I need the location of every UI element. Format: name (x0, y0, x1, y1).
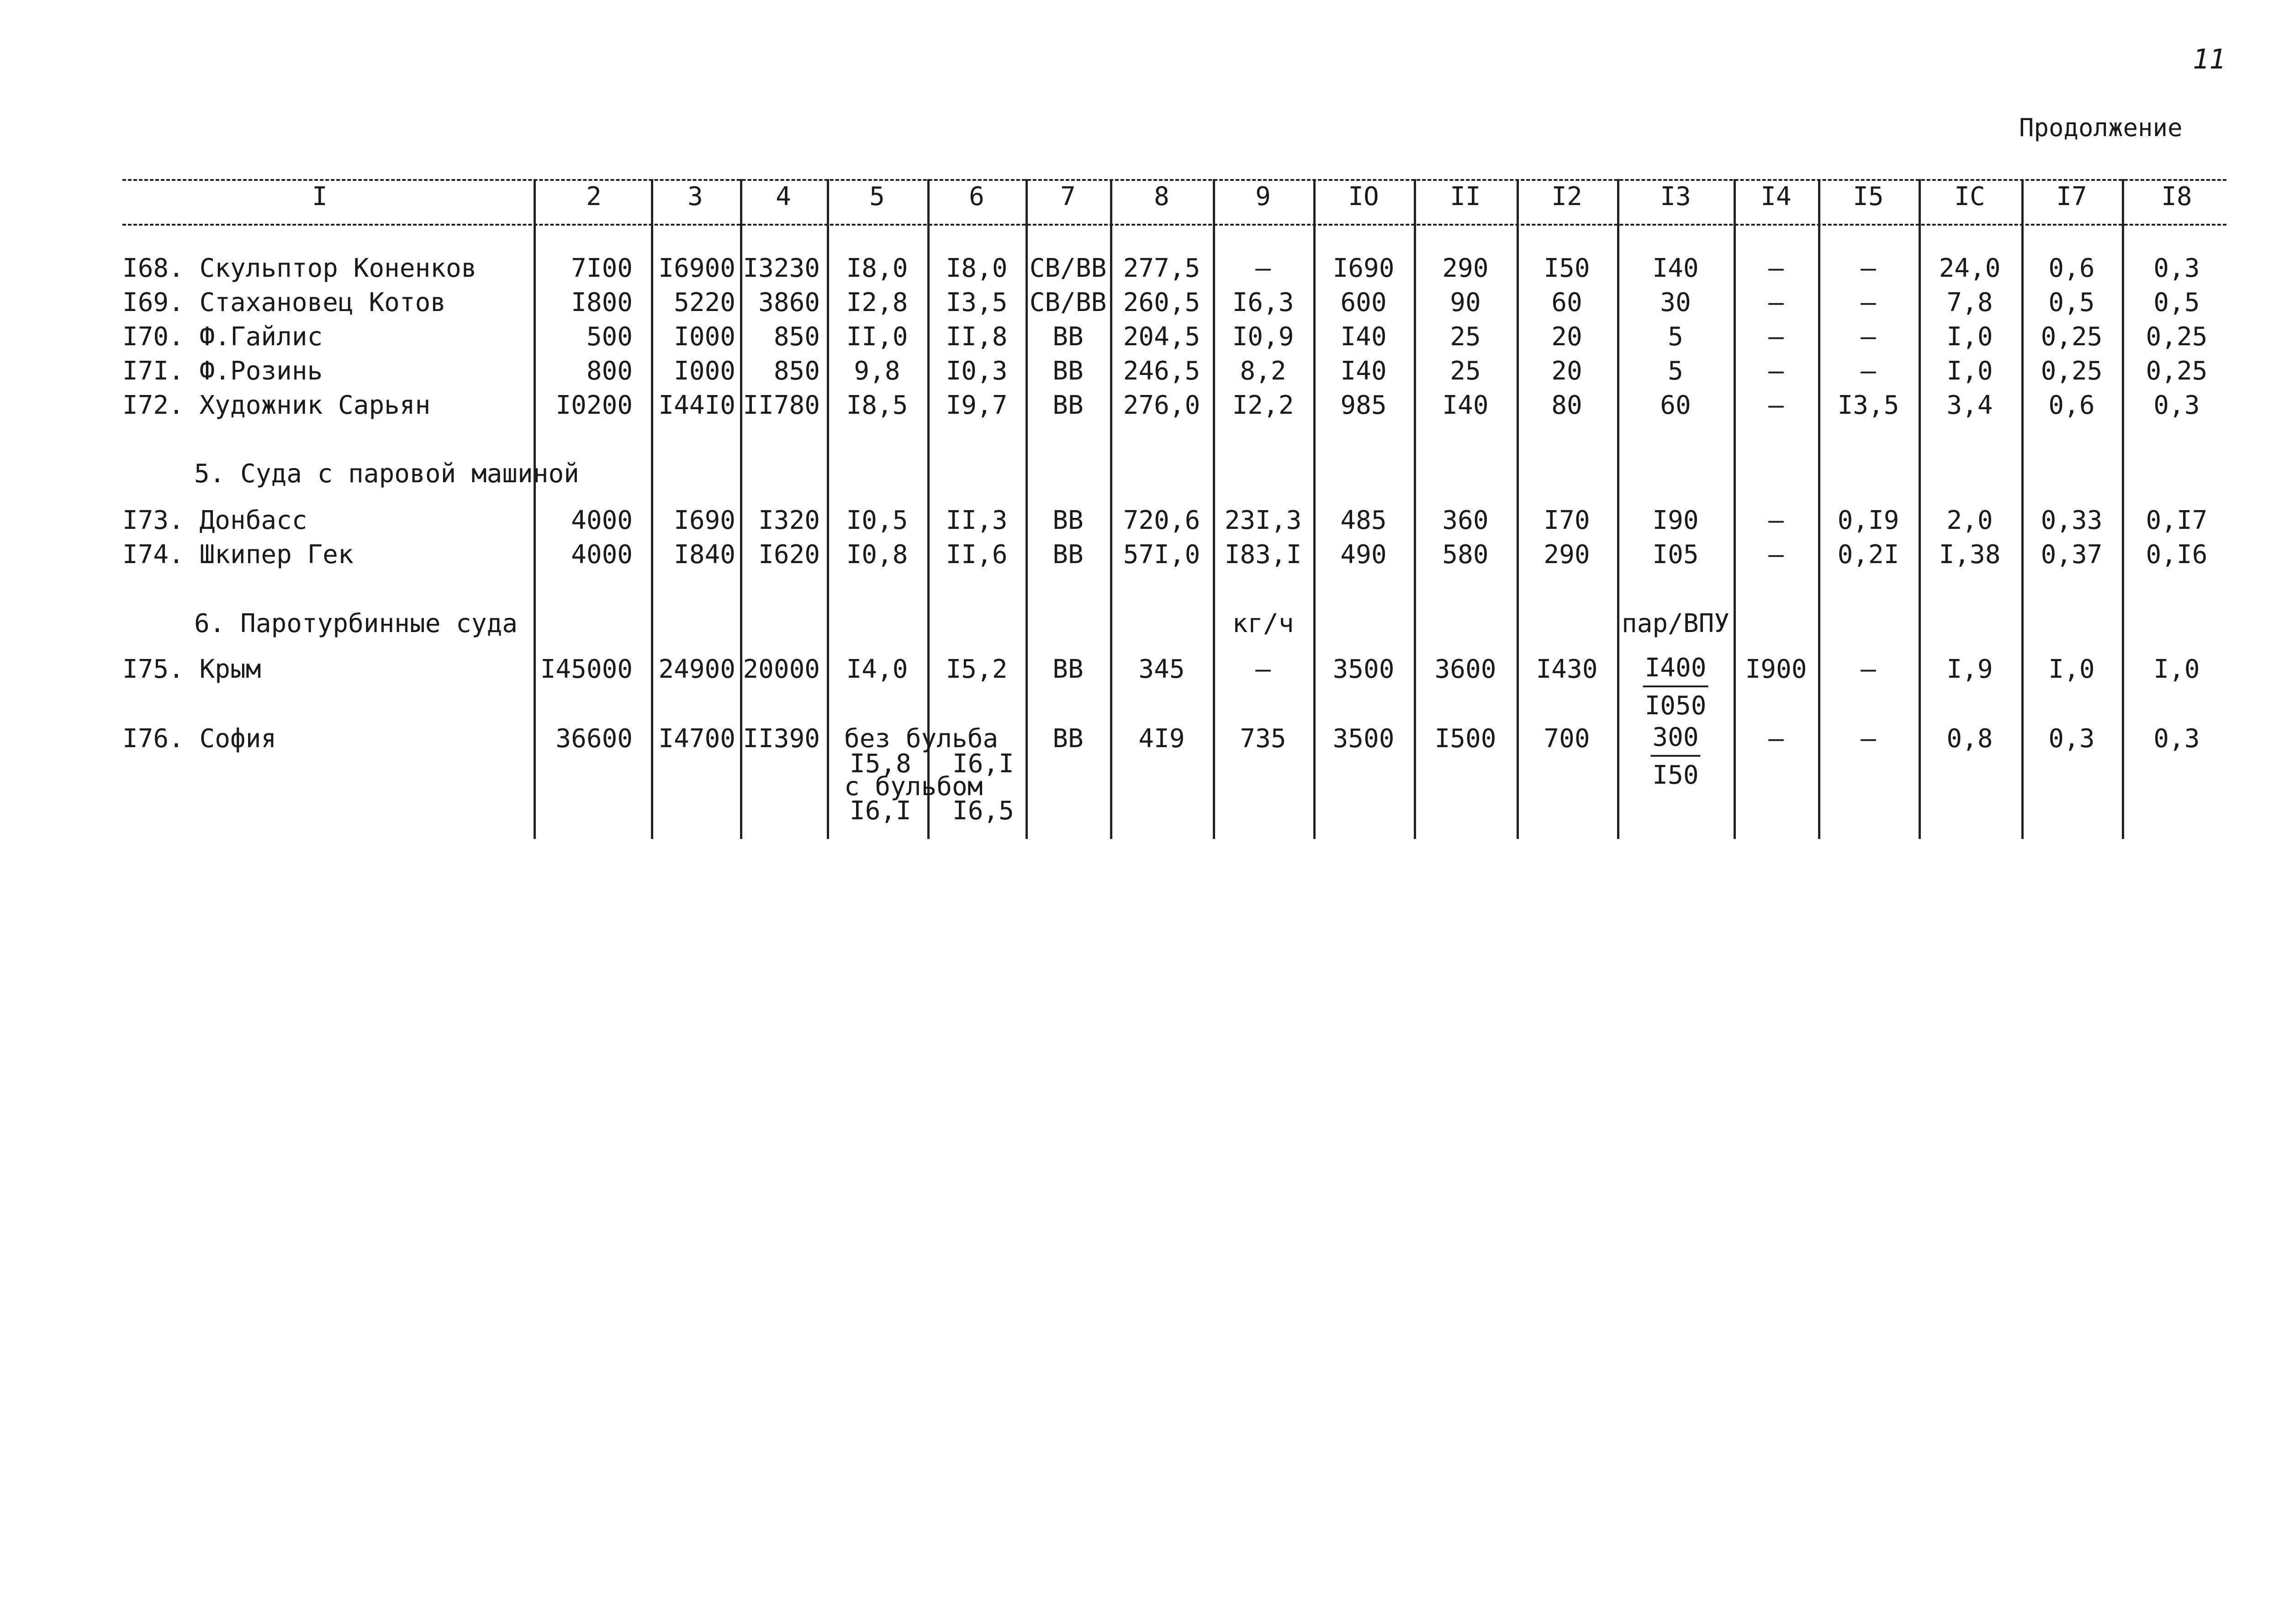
table-cell: I3,5 (1837, 390, 1899, 420)
table-cell: 277,5 (1123, 253, 1200, 283)
table-cell: 204,5 (1123, 322, 1200, 352)
table-cell: 36600 (555, 724, 633, 754)
table-cell: I430 (1536, 654, 1598, 684)
column-divider (827, 179, 829, 839)
table-cell: I,0 (2048, 654, 2095, 684)
table-cell: 345 (1138, 654, 1185, 684)
table-cell: 0,I7 (2146, 506, 2208, 535)
table-cell: – (1768, 540, 1784, 569)
table-cell: I90 (1652, 506, 1699, 535)
fraction-cell (1643, 653, 1708, 721)
column-header: I (312, 182, 328, 211)
table-cell: – (1768, 390, 1784, 420)
table-cell: 0,25 (2146, 322, 2208, 352)
column-divider (1617, 179, 1619, 839)
column-header: I7 (2056, 182, 2087, 211)
table-cell: 0,25 (2146, 356, 2208, 386)
note-text: с бульбом (844, 772, 983, 801)
table-cell: ВВ (1052, 322, 1084, 352)
row-label: I69. Стахановец Котов (122, 288, 446, 317)
table-cell: I3230 (743, 253, 820, 283)
table-cell: 0,5 (2153, 288, 2200, 317)
table-cell: 500 (586, 322, 633, 352)
table-cell: ВВ (1052, 540, 1084, 569)
table-cell: I5,8 (850, 749, 911, 779)
table-cell: I0,5 (846, 506, 908, 535)
table-cell: 25 (1450, 322, 1481, 352)
table-cell: – (1861, 724, 1876, 754)
table-cell: – (1861, 356, 1876, 386)
table-cell: 0,5 (2048, 288, 2095, 317)
table-cell: 4000 (571, 506, 633, 535)
column-header: I3 (1660, 182, 1691, 211)
table-cell: 0,3 (2153, 390, 2200, 420)
table-cell: 360 (1442, 506, 1489, 535)
table-cell: 0,25 (2041, 356, 2103, 386)
table-cell: 850 (773, 356, 820, 386)
table-cell: СВ/ВВ (1029, 253, 1107, 283)
table-cell: 290 (1544, 540, 1590, 569)
table-cell: – (1768, 288, 1784, 317)
table-cell: ВВ (1052, 356, 1084, 386)
table-cell: 0,25 (2041, 322, 2103, 352)
table-cell: 246,5 (1123, 356, 1200, 386)
table-cell: II,3 (946, 506, 1008, 535)
table-cell: 24900 (658, 654, 735, 684)
table-cell: – (1861, 654, 1876, 684)
table-cell: 3500 (1332, 724, 1395, 754)
table-cell: I2,2 (1232, 390, 1294, 420)
column-header: 2 (586, 182, 602, 211)
table-cell: I5,2 (946, 654, 1008, 684)
table-cell: 4I9 (1138, 724, 1185, 754)
table-cell: I3,5 (946, 288, 1008, 317)
table-cell: 20000 (743, 654, 820, 684)
table-cell: II390 (743, 724, 820, 754)
table-cell: 5 (1668, 356, 1683, 386)
table-cell: I70 (1544, 506, 1590, 535)
table-cell: I0,8 (846, 540, 908, 569)
table-cell: 8,2 (1240, 356, 1286, 386)
table-cell: I000 (674, 322, 735, 352)
column-header: IC (1954, 182, 1985, 211)
table-cell: I8,0 (946, 253, 1008, 283)
row-label: I74. Шкипер Гек (122, 540, 354, 569)
table-cell: 3860 (758, 288, 820, 317)
column-header: I2 (1551, 182, 1582, 211)
table-cell: 9,8 (854, 356, 900, 386)
table-cell: 260,5 (1123, 288, 1200, 317)
fraction-denominator: I050 (1644, 691, 1707, 721)
table-cell: I6900 (658, 253, 735, 283)
column-divider (534, 179, 536, 839)
header-bottom-rule (122, 224, 2226, 226)
table-cell: 0,2I (1837, 540, 1899, 569)
table-cell: ВВ (1052, 654, 1084, 684)
table-cell: I50 (1544, 253, 1590, 283)
table-cell: 290 (1442, 253, 1489, 283)
column-header: I5 (1853, 182, 1884, 211)
table-cell: 276,0 (1123, 390, 1200, 420)
table-cell: 0,6 (2048, 253, 2095, 283)
table-cell: II780 (743, 390, 820, 420)
column-header: 5 (869, 182, 885, 211)
table-cell: 3600 (1434, 654, 1496, 684)
table-cell: I000 (674, 356, 735, 386)
table-cell: I900 (1745, 654, 1807, 684)
table-cell: 3,4 (1946, 390, 1993, 420)
column-divider (1919, 179, 1921, 839)
column-header: 4 (776, 182, 791, 211)
table-cell: 985 (1340, 390, 1387, 420)
table-cell: 800 (586, 356, 633, 386)
section-heading: 5. Суда с паровой машиной (194, 459, 579, 489)
table-cell: I05 (1652, 540, 1699, 569)
row-label: I73. Донбасс (122, 506, 307, 535)
row-label: I70. Ф.Гайлис (122, 322, 323, 352)
table-cell: – (1861, 288, 1876, 317)
table-cell: I690 (1332, 253, 1395, 283)
column-divider (2122, 179, 2124, 839)
table-cell: I,0 (2153, 654, 2200, 684)
table-cell: I4700 (658, 724, 735, 754)
table-cell: 80 (1551, 390, 1582, 420)
page-number: 11 (2193, 43, 2226, 75)
table-cell: I8,5 (846, 390, 908, 420)
table-cell: – (1861, 253, 1876, 283)
table-cell: 3500 (1332, 654, 1395, 684)
row-label: I72. Художник Сарьян (122, 390, 431, 420)
table-cell: I500 (1434, 724, 1496, 754)
table-cell: 7,8 (1946, 288, 1993, 317)
table-cell: 0,33 (2041, 506, 2103, 535)
table-cell: 600 (1340, 288, 1387, 317)
table-cell: I,38 (1939, 540, 2001, 569)
column-divider (740, 179, 742, 839)
table-cell: II,0 (846, 322, 908, 352)
row-label: I75. Крым (122, 654, 261, 684)
table-cell: – (1255, 654, 1271, 684)
table-cell: I0200 (555, 390, 633, 420)
column-header: IO (1348, 182, 1379, 211)
table-cell: II,8 (946, 322, 1008, 352)
column-divider (1313, 179, 1316, 839)
table-cell: 0,3 (2153, 724, 2200, 754)
table-cell: I0,3 (946, 356, 1008, 386)
table-cell: I40 (1340, 322, 1387, 352)
table-cell: 485 (1340, 506, 1387, 535)
column-divider (1734, 179, 1736, 839)
table-cell: I6,I (952, 749, 1014, 779)
column-divider (651, 179, 653, 839)
table-cell: СВ/ВВ (1029, 288, 1107, 317)
column-divider (1414, 179, 1416, 839)
fraction-cell (1650, 722, 1700, 790)
table-cell: I4,0 (846, 654, 908, 684)
continuation-label: Продолжение (2019, 113, 2183, 142)
table-cell: 20 (1551, 356, 1582, 386)
table-cell: I6,5 (952, 796, 1014, 826)
column-divider (1213, 179, 1215, 839)
column-header: I8 (2161, 182, 2192, 211)
fraction-denominator: I50 (1652, 760, 1699, 790)
table-cell: II,6 (946, 540, 1008, 569)
table-cell: 4000 (571, 540, 633, 569)
table-cell: 0,I6 (2146, 540, 2208, 569)
table-cell: 720,6 (1123, 506, 1200, 535)
table-cell: 5220 (674, 288, 735, 317)
note-text: без бульба (844, 724, 999, 754)
table-cell: I690 (674, 506, 735, 535)
table-cell: I2,8 (846, 288, 908, 317)
unit-label: пар/ВПУ (1621, 609, 1730, 638)
table-cell: I9,7 (946, 390, 1008, 420)
table-cell: I83,I (1224, 540, 1302, 569)
table-cell: 580 (1442, 540, 1489, 569)
table-cell: 60 (1660, 390, 1691, 420)
table-cell: I320 (758, 506, 820, 535)
table-cell: I40 (1652, 253, 1699, 283)
table-cell: – (1768, 724, 1784, 754)
table-cell: I620 (758, 540, 820, 569)
table-cell: I40 (1340, 356, 1387, 386)
table-cell: – (1768, 322, 1784, 352)
column-header: 6 (969, 182, 984, 211)
table-cell: ВВ (1052, 724, 1084, 754)
table-cell: 0,37 (2041, 540, 2103, 569)
table-cell: 490 (1340, 540, 1387, 569)
table-cell: 7I00 (571, 253, 633, 283)
table-cell: 0,6 (2048, 390, 2095, 420)
row-label: I68. Скульптор Коненков (122, 253, 477, 283)
column-header: 9 (1255, 182, 1271, 211)
table-cell: 2,0 (1946, 506, 1993, 535)
column-divider (1818, 179, 1820, 839)
fraction-numerator: 300 (1650, 722, 1700, 757)
table-cell: 0,8 (1946, 724, 1993, 754)
table-cell: – (1255, 253, 1271, 283)
table-cell: 60 (1551, 288, 1582, 317)
column-header: I4 (1761, 182, 1792, 211)
table-cell: 850 (773, 322, 820, 352)
table-cell: 0,I9 (1837, 506, 1899, 535)
unit-label: кг/ч (1232, 609, 1294, 638)
table-cell: I44I0 (658, 390, 735, 420)
table-cell: 24,0 (1939, 253, 2001, 283)
table-cell: 20 (1551, 322, 1582, 352)
fraction-numerator: I400 (1643, 653, 1708, 687)
table-cell: 57I,0 (1123, 540, 1200, 569)
table-cell: 0,3 (2048, 724, 2095, 754)
table-cell: – (1768, 253, 1784, 283)
table-cell: 90 (1450, 288, 1481, 317)
table-cell: ВВ (1052, 390, 1084, 420)
column-header: 3 (687, 182, 703, 211)
table-cell: I840 (674, 540, 735, 569)
section-heading: 6. Паротурбинные суда (194, 609, 518, 638)
column-divider (1026, 179, 1028, 839)
table-cell: ВВ (1052, 506, 1084, 535)
column-divider (2021, 179, 2024, 839)
table-cell: 30 (1660, 288, 1691, 317)
table-cell: 735 (1240, 724, 1286, 754)
table-cell: I6,3 (1232, 288, 1294, 317)
table-cell: I40 (1442, 390, 1489, 420)
column-divider (1110, 179, 1112, 839)
table-cell: 23I,3 (1224, 506, 1302, 535)
row-label: I76. София (122, 724, 277, 754)
table-cell: 0,3 (2153, 253, 2200, 283)
table-cell: – (1861, 322, 1876, 352)
column-divider (1517, 179, 1519, 839)
table-cell: 5 (1668, 322, 1683, 352)
table-cell: I,9 (1946, 654, 1993, 684)
row-label: I7I. Ф.Розинь (122, 356, 323, 386)
column-header: II (1450, 182, 1481, 211)
table-cell: 700 (1544, 724, 1590, 754)
table-top-rule (122, 179, 2226, 181)
table-cell: I6,I (850, 796, 911, 826)
column-header: 8 (1154, 182, 1169, 211)
table-cell: I8,0 (846, 253, 908, 283)
table-cell: I800 (571, 288, 633, 317)
table-cell: I,0 (1946, 356, 1993, 386)
table-cell: – (1768, 356, 1784, 386)
table-cell: I,0 (1946, 322, 1993, 352)
column-header: 7 (1060, 182, 1076, 211)
table-cell: 25 (1450, 356, 1481, 386)
table-cell: I45000 (540, 654, 633, 684)
table-cell: I0,9 (1232, 322, 1294, 352)
table-cell: – (1768, 506, 1784, 535)
